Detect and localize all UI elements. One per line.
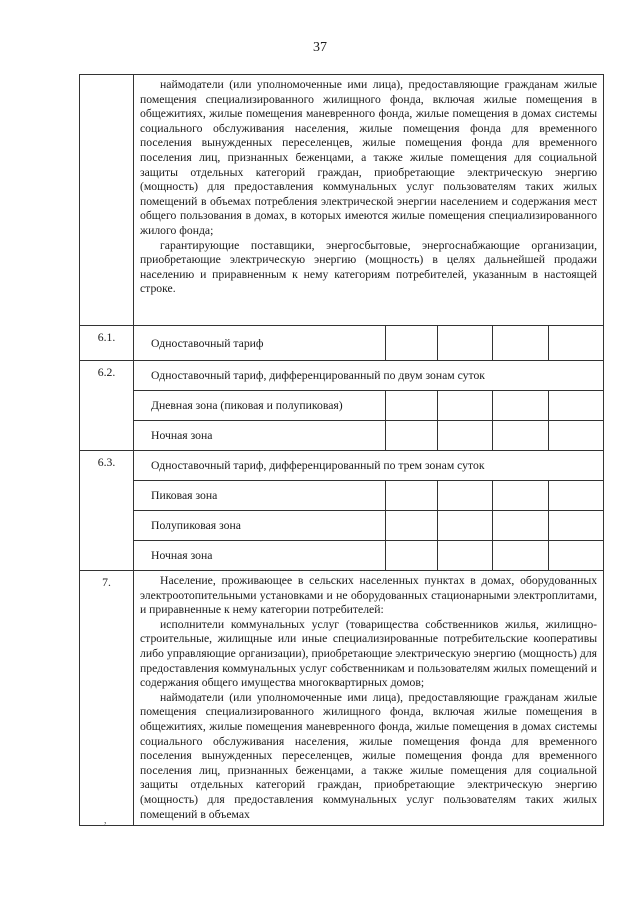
paragraph: гарантирующие поставщики, энергосбытовые, энергоснабжающие организации, приобретающие электрическую энергию (мощность) в целях дальнейшей продажи населению и приравненным к нему категориям потребителей, указанным в настоящей строке. (140, 238, 598, 296)
tariff-table (79, 74, 604, 826)
table-cell (549, 326, 604, 361)
zone-label: Полупиковая зона (134, 511, 386, 541)
table-row (80, 451, 604, 481)
table-row (80, 541, 604, 571)
table-cell (438, 511, 493, 541)
zone-label: Пиковая зона (134, 481, 386, 511)
row-number: 6.2. (80, 361, 134, 451)
page-number: 37 (313, 40, 327, 55)
row-number: 6.3. (80, 451, 134, 571)
table-cell (493, 511, 549, 541)
table-cell (549, 511, 604, 541)
table-cell (386, 421, 438, 451)
table-row (80, 571, 604, 826)
table-cell (549, 541, 604, 571)
zone-label: Ночная зона (134, 421, 386, 451)
row-description (134, 571, 604, 826)
table-row (80, 481, 604, 511)
table-row (80, 361, 604, 391)
table-cell (386, 326, 438, 361)
row-description (134, 75, 604, 326)
pen-mark: , (104, 815, 107, 826)
paragraph: Население, проживающее в сельских населенных пунктах в домах, оборудованных электроотопительными установками и не оборудованных стационарными электроплитами, и приравненные к нему категории потребителей: (140, 574, 598, 617)
table-cell (386, 541, 438, 571)
table-row (80, 421, 604, 451)
table-cell (438, 391, 493, 421)
row-number: 6.1. (80, 326, 134, 361)
row-label: Одноставочный тариф, дифференцированный по трем зонам суток (134, 451, 604, 481)
table-cell (549, 421, 604, 451)
zone-label: Ночная зона (134, 541, 386, 571)
table-cell (493, 391, 549, 421)
table-cell (438, 481, 493, 511)
table-cell (493, 481, 549, 511)
table-row (80, 511, 604, 541)
table-cell (493, 541, 549, 571)
paragraph: наймодатели (или уполномоченные ими лица), предоставляющие гражданам жилые помещения специализированного жилищного фонда, включая жилые помещения в общежитиях, жилые помещения маневренного фонда, жилые помещения в домах системы социального обслуживания населения, жилые помещения фонда для временного поселения вынужденных переселенцев, жилые помещения фонда для временного поселения лиц, признанных беженцами, а также жилые помещения для социальной защиты отдельных категорий граждан, приобретающие электрическую энергию (мощность) для предоставления коммунальных услуг пользователям таких жилых помещений в объемах потребления электрической энергии населением и содержания мест общего пользования в домах, в которых имеются жилые помещения специализированного жилого фонда; (140, 78, 598, 237)
row-number (80, 75, 134, 326)
paragraph: исполнители коммунальных услуг (товарищества собственников жилья, жилищно-строительные, жилищные или иные специализированные потребительские кооперативы либо управляющие организации), приобретающие электрическую энергию (мощность) для предоставления коммунальных услуг собственникам и пользователям жилых помещений и содержания общего имущества многоквартирных домов; (140, 617, 598, 690)
table-cell (549, 391, 604, 421)
table-cell (386, 391, 438, 421)
row-label: Одноставочный тариф (134, 326, 386, 361)
table-cell (386, 481, 438, 511)
table-cell (549, 481, 604, 511)
row-number: 7. (80, 571, 134, 826)
table-row (80, 326, 604, 361)
table-row (80, 391, 604, 421)
table-cell (493, 421, 549, 451)
table-cell (438, 541, 493, 571)
row-label: Одноставочный тариф, дифференцированный по двум зонам суток (134, 361, 604, 391)
table-cell (386, 511, 438, 541)
table-cell (438, 326, 493, 361)
paragraph: наймодатели (или уполномоченные ими лица), предоставляющие гражданам жилые помещения специализированного жилищного фонда, включая жилые помещения в общежитиях, жилые помещения маневренного фонда, жилые помещения в домах системы социального обслуживания населения, жилые помещения фонда для временного поселения вынужденных переселенцев, жилые помещения фонда для временного поселения лиц, признанных беженцами, а также жилые помещения для социальной защиты отдельных категорий граждан, приобретающие электрическую энергию (мощность) для предоставления коммунальных услуг пользователям таких жилых помещений в объемах (140, 690, 598, 821)
table-cell (493, 326, 549, 361)
table-row (80, 75, 604, 326)
zone-label: Дневная зона (пиковая и полупиковая) (134, 391, 386, 421)
table-cell (438, 421, 493, 451)
